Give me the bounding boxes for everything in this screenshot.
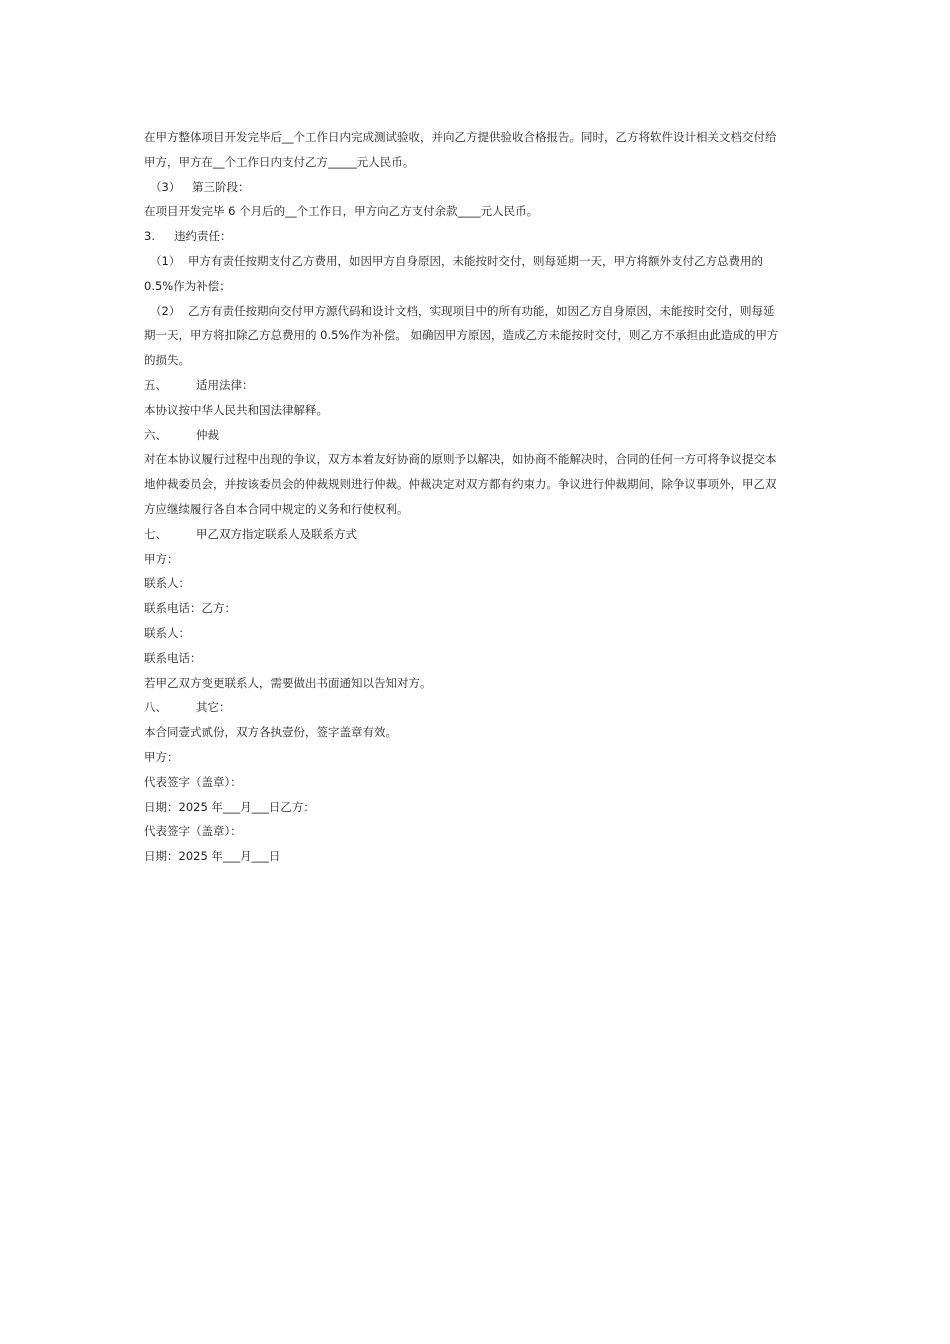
text-line: 的损失。 xyxy=(144,353,190,368)
text-line: 代表签字（盖章）： xyxy=(144,824,242,839)
heading-text: 违约责任： xyxy=(174,229,232,244)
heading-text: 仲裁 xyxy=(196,427,219,442)
breach-heading xyxy=(144,224,808,249)
section-6-heading xyxy=(144,423,808,448)
heading-text: 适用法律： xyxy=(196,377,254,392)
section-number: 七、 xyxy=(144,526,167,541)
text-line xyxy=(144,249,808,274)
list-number: （3） xyxy=(150,179,181,194)
text-line: 在甲方整体项目开发完毕后__个工作日内完成测试验收，并向乙方提供验收合格报告。同时，乙方将软件设计相关文档交付给 xyxy=(144,130,777,144)
breach-clause-1 xyxy=(144,249,808,299)
text-line: 联系人： xyxy=(144,625,190,640)
heading-text: 第三阶段： xyxy=(192,179,250,194)
text-line: 对在本协议履行过程中出现的争议，双方本着友好协商的原则予以解决，如协商不能解决时，合同的任何一方可将争议提交本 xyxy=(144,452,777,467)
text-line: 甲方： xyxy=(144,551,179,566)
list-number: 3. xyxy=(144,229,155,244)
text-line: 方应继续履行各自本合同中规定的义务和行使权利。 xyxy=(144,501,409,516)
breach-clause-2 xyxy=(144,299,808,373)
stage3-heading xyxy=(144,175,808,200)
stage2-paragraph xyxy=(144,125,808,175)
text-line: 本合同壹式贰份，双方各执壹份，签字盖章有效。 xyxy=(144,725,397,740)
section-8-heading xyxy=(144,695,808,720)
text-line: 代表签字（盖章）： xyxy=(144,774,242,789)
clause-text: 乙方有责任按期向交付甲方源代码和设计文档，实现项目中的所有功能，如因乙方自身原因，未能按时交付，则每延 xyxy=(188,303,775,318)
heading-text: 其它： xyxy=(196,700,231,715)
section-number: 六、 xyxy=(144,427,167,442)
text-line: 期一天，甲方将扣除乙方总费用的 0.5%作为补偿。 如确因甲方原因，造成乙方未能按时交付，则乙方不承担由此造成的甲方 xyxy=(144,328,779,343)
list-number: （1） xyxy=(150,253,181,268)
stage3-text: 在项目开发完毕 6 个月后的__个工作日，甲方向乙方支付余款____元人民币。 xyxy=(144,204,539,219)
section-number: 八、 xyxy=(144,700,167,715)
list-number: （2） xyxy=(150,303,181,318)
text-line xyxy=(144,299,808,324)
text-line: 0.5%作为补偿； xyxy=(144,278,231,293)
text-line: 日期：2025 年___月___日乙方： xyxy=(144,799,315,814)
section-number: 五、 xyxy=(144,377,167,392)
section-5-text: 本协议按中华人民共和国法律解释。 xyxy=(144,402,328,417)
contact-block xyxy=(144,547,808,696)
text-line: 甲方，甲方在__个工作日内支付乙方_____元人民币。 xyxy=(144,154,415,169)
text-line: 联系电话： xyxy=(144,650,202,665)
signature-block xyxy=(144,720,808,869)
clause-text: 甲方有责任按期支付乙方费用，如因甲方自身原因，未能按时交付，则每延期一天，甲方将额外支付乙方总费用的 xyxy=(188,253,763,268)
text-line: 甲方： xyxy=(144,749,179,764)
text-line: 日期：2025 年___月___日 xyxy=(144,849,281,864)
text-line: 若甲乙双方变更联系人，需要做出书面通知以告知对方。 xyxy=(144,675,432,690)
text-line: 联系电话：乙方： xyxy=(144,601,236,616)
document-body xyxy=(144,125,808,869)
text-line: 地仲裁委员会，并按该委员会的仲裁规则进行仲裁。仲裁决定对双方都有约束力。争议进行仲裁期间，除争议事项外，甲乙双 xyxy=(144,477,777,492)
section-7-heading xyxy=(144,522,808,547)
section-5-heading xyxy=(144,373,808,398)
heading-text: 甲乙双方指定联系人及联系方式 xyxy=(196,526,357,541)
text-line: 联系人： xyxy=(144,576,190,591)
section-6-paragraph xyxy=(144,447,808,521)
